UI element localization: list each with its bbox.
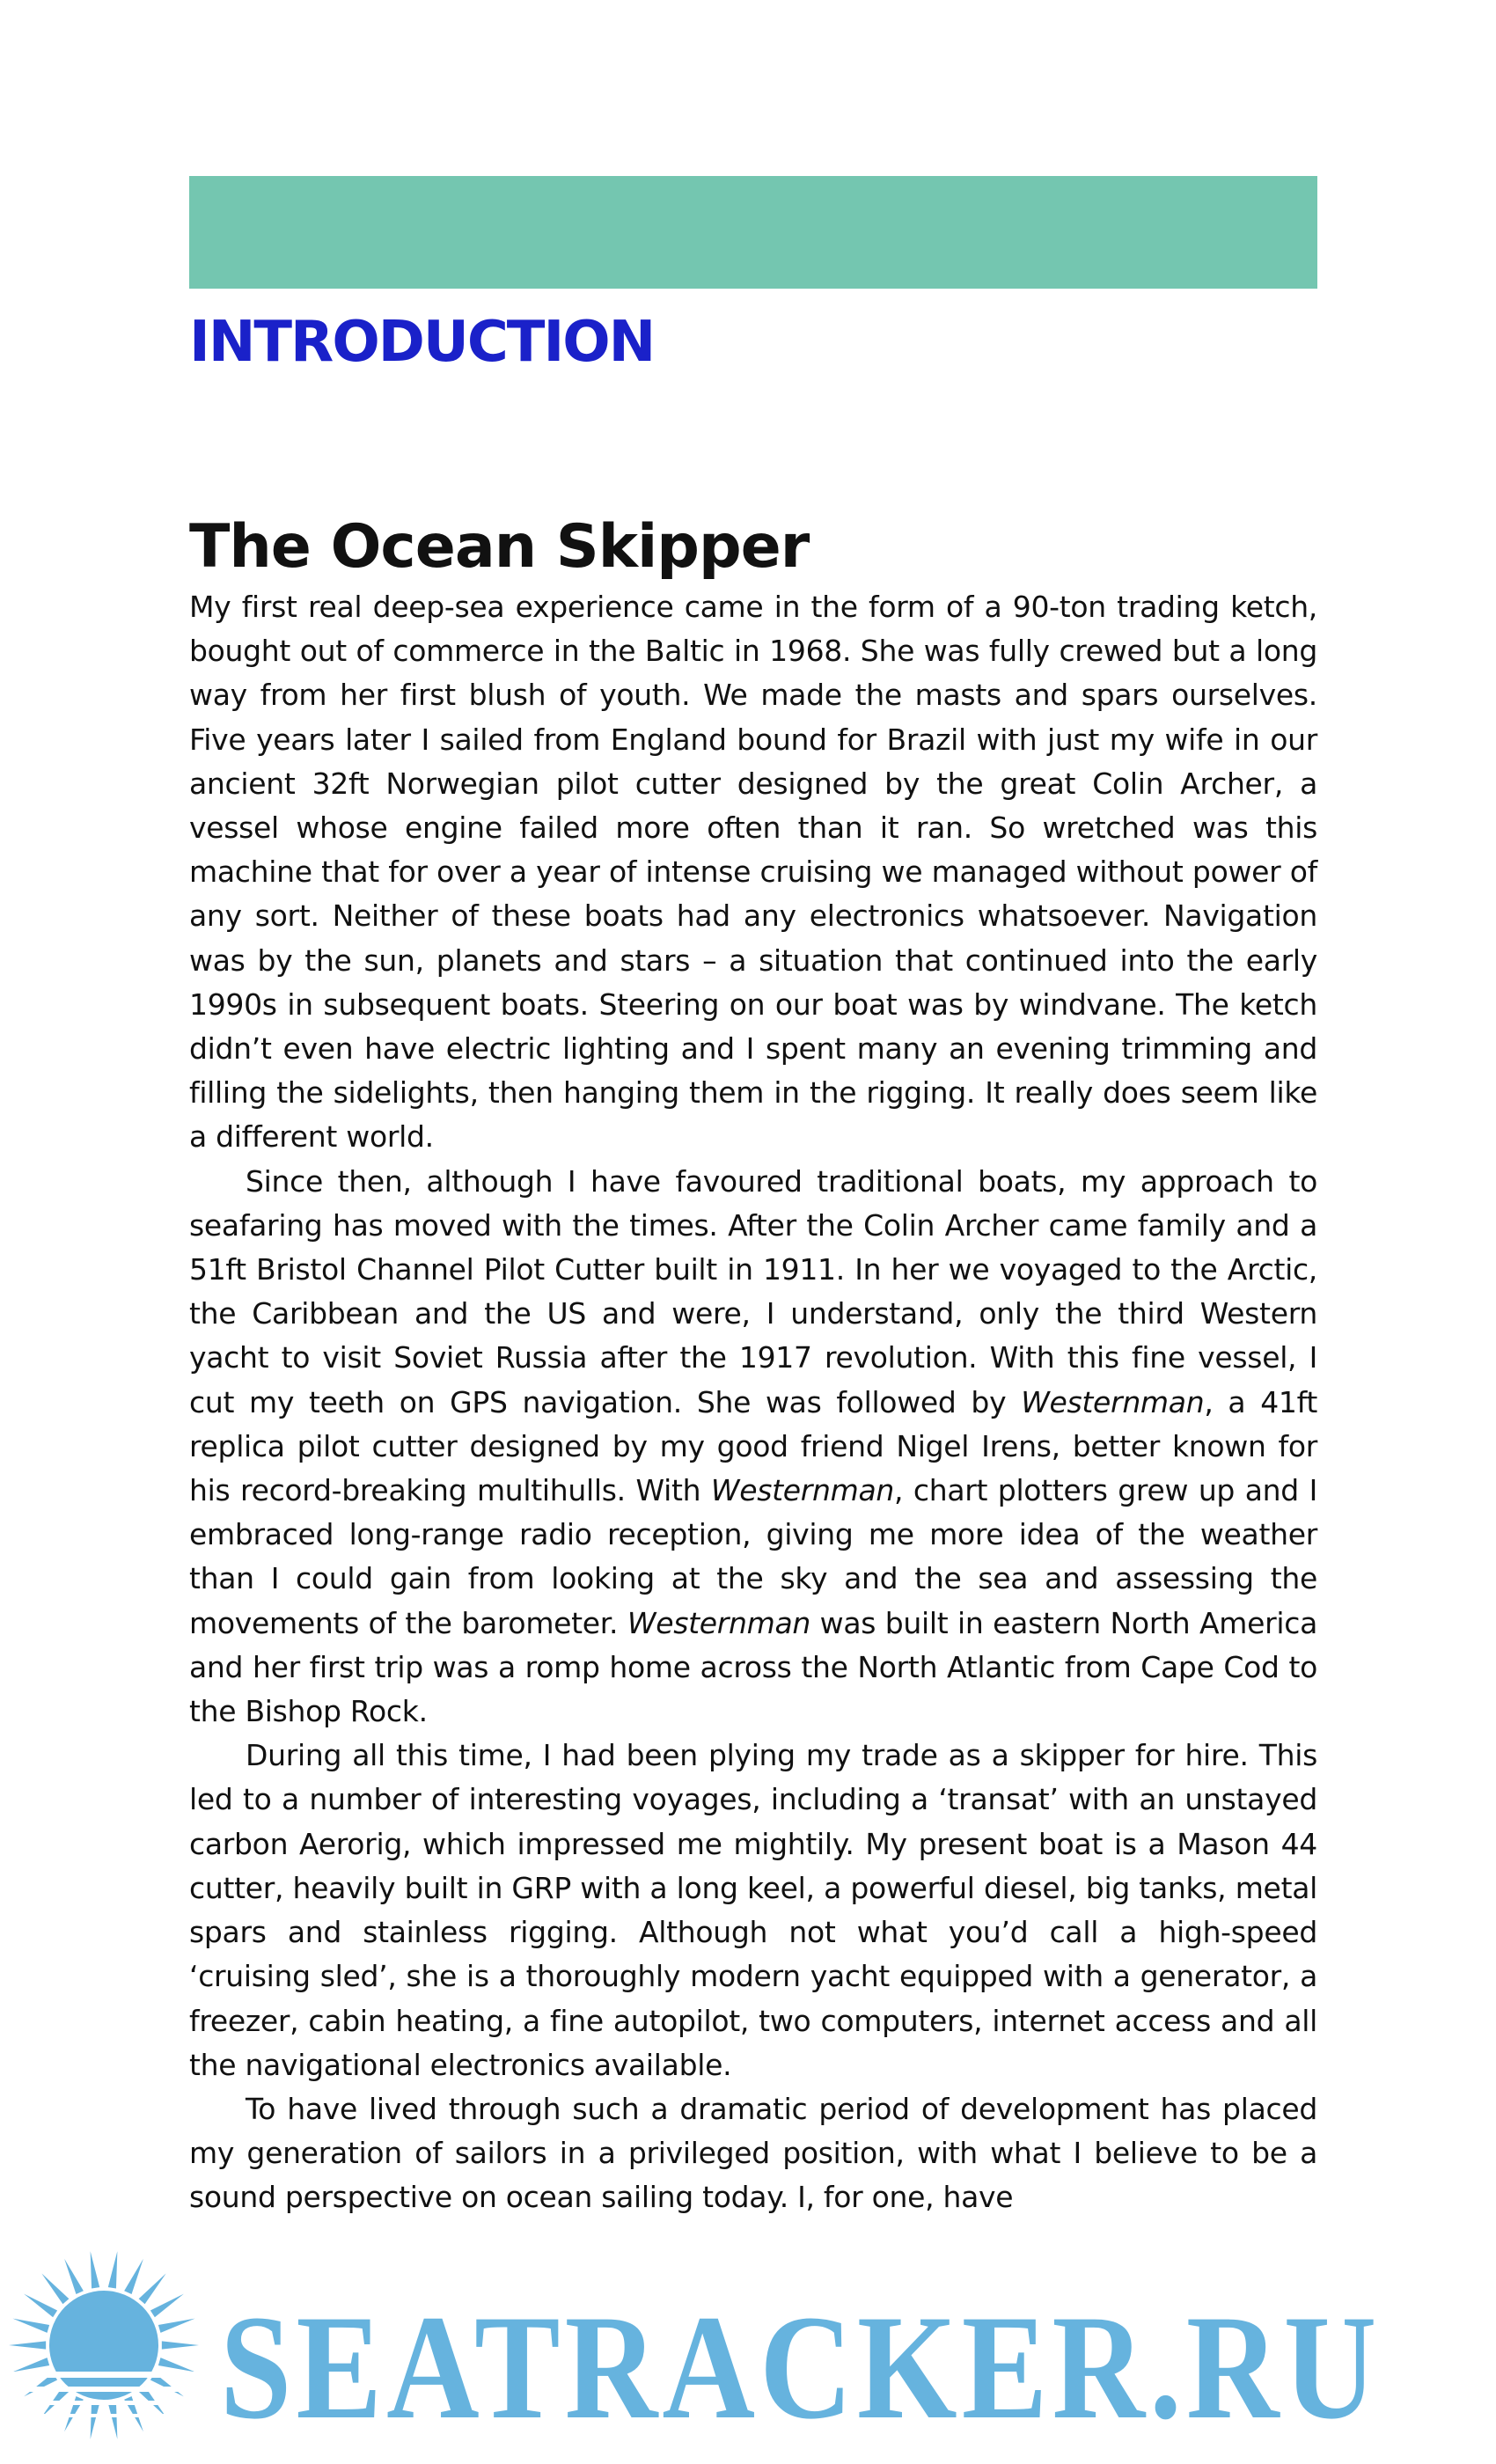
paragraph-2-text: Since then, although I have favoured traditional boats, my approach to seafaring has moved with the times. After the Colin Archer came family and a 51ft Bristol Channel Pilot Cutter built in 1911. In her we voyaged to the Arctic, the Caribbean and the US and were, I understand, only the third Western yacht to visit Soviet Russia after the 1917 revolution. With this fine vessel, I cut my teeth on GPS navigation. She was followed by bbox=[189, 1163, 1317, 1419]
paragraph-3-text: During all this time, I had been plying my trade as a skipper for hire. This led to a number of interesting voyages, including a ‘transat’ with an unstayed carbon Aerorig, which impressed me mightily. My present boat is a Mason 44 cutter, heavily built in GRP with a long keel, a powerful diesel, big tanks, metal spars and stainless rigging. Although not what you’d call a high-speed ‘cruising sled’, she is a thoroughly modern yacht equipped with a generator, a freezer, cabin heating, a fine autopilot, two computers, internet access and all the navigational electronics available. bbox=[189, 1738, 1317, 2082]
sun-ray bbox=[91, 2251, 100, 2288]
body-text bbox=[189, 585, 1317, 2220]
sun-ray bbox=[12, 2319, 49, 2333]
watermark-text: SEATRACKER.RU bbox=[220, 2284, 1382, 2450]
sun-ray bbox=[12, 2358, 49, 2372]
sun-ray bbox=[124, 2259, 143, 2294]
paragraph-2-text: , chart plotters grew up and I embraced long-range radio reception, giving me more idea of the weather than I could gain from looking at the sky and the sea and assessing the movements of the barometer. bbox=[189, 1473, 1317, 1640]
watermark bbox=[0, 2218, 1496, 2464]
sun-ray bbox=[24, 2294, 57, 2318]
sun-logo-icon bbox=[7, 2218, 209, 2464]
sun-ray bbox=[64, 2259, 84, 2294]
sun-ray bbox=[91, 2402, 100, 2439]
sun-ray bbox=[158, 2319, 195, 2333]
paragraph-1 bbox=[189, 585, 1317, 1160]
paragraph-1-text: My first real deep-sea experience came in the form of a 90-ton trading ketch, bought out of commerce in the Baltic in 1968. She was fully crewed but a long way from her first blush of youth. We made the masts and spars ourselves. Five years later I sailed from England bound for Brazil with just my wife in our ancient 32ft Norwegian pilot cutter designed by the great Colin Archer, a vessel whose engine failed more often than it ran. So wretched was this machine that for over a year of intense cruising we managed without power of any sort. Neither of these boats had any electronics whatsoever. Navigation was by the sun, planets and stars – a situation that continued into the early 1990s in subsequent boats. Steering on our boat was by windvane. The ketch didn’t even have electric lighting and I spent many an evening trimming and filling the sidelights, then hanging them in the rigging. It really does seem like a different world. bbox=[189, 590, 1317, 1155]
boat-name-westernman: Westernman bbox=[627, 1605, 811, 1640]
sun-ray bbox=[41, 2273, 69, 2304]
sun-ray bbox=[108, 2402, 118, 2439]
paragraph-2-text: , a 41ft replica pilot cutter designed by my good friend Nigel Irens, better known for his record-breaking multihulls. With bbox=[189, 1384, 1317, 1508]
section-label: INTRODUCTION bbox=[189, 310, 655, 375]
sun-ray bbox=[158, 2358, 195, 2372]
paragraph-4-text: To have lived through such a dramatic period of development has placed my generation of sailors in a privileged position, with what I believe to be a sound perspective on ocean sailing today. I, for one, have bbox=[189, 2091, 1317, 2215]
sun-ray bbox=[150, 2294, 184, 2318]
paragraph-3 bbox=[189, 1734, 1317, 2087]
sun-ray bbox=[162, 2341, 199, 2349]
sun-ray bbox=[108, 2251, 118, 2288]
paragraph-2-text: was built in eastern North America and her first trip was a romp home across the North Atlantic from Cape Cod to the Bishop Rock. bbox=[189, 1605, 1317, 1729]
paragraph-2 bbox=[189, 1160, 1317, 1734]
chapter-title: The Ocean Skipper bbox=[189, 512, 810, 582]
sun-ray bbox=[9, 2341, 46, 2349]
boat-name-westernman: Westernman bbox=[710, 1473, 895, 1508]
paragraph-4 bbox=[189, 2087, 1317, 2220]
header-color-band bbox=[189, 176, 1317, 289]
sun-ray bbox=[139, 2273, 166, 2304]
boat-name-westernman: Westernman bbox=[1021, 1384, 1205, 1419]
